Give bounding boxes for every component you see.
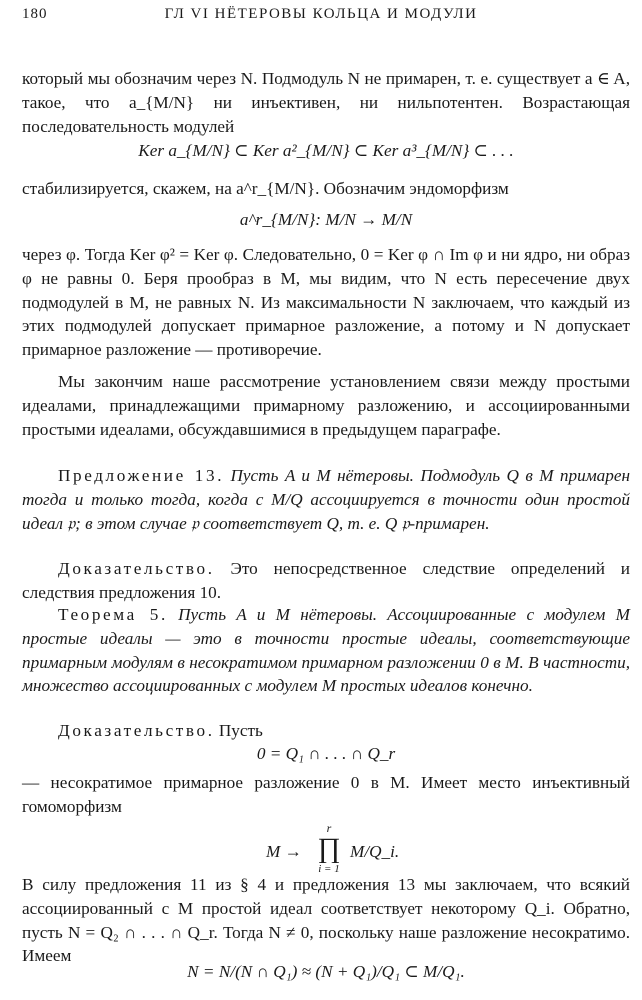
page-number: 180 (22, 6, 48, 22)
theorem-text: Пусть A и M нётеровы. Ассоциированные с модулем M простые идеалы — это в точности простые идеалы, соответствующие примарным модулям в несократимом примарном разложении 0 в M. В частности, множество ассоциированных с модулем M простых идеалов конечно. (22, 605, 630, 696)
equation-5 (22, 960, 630, 984)
product-lower-limit: i = 1 (318, 863, 340, 875)
proof-2-text: Пусть (218, 721, 263, 740)
paragraph-6-text: В силу предложения 11 из § 4 и предложения 13 мы заключаем, что всякий ассоциированный с M простой идеал соответствует некоторому Q_i. Обратно, пусть N = Q₂ ∩ . . . ∩ Q_r. Тогда N ≠ 0, поскольку наше разложение несократимо. Имеем (22, 875, 630, 966)
equation-4-left: M → (266, 842, 302, 861)
paragraph-3-text: через φ. Тогда Ker φ² = Ker φ. Следовательно, 0 = Ker φ ∩ Im φ и ни ядро, ни образ φ не равны 0. Беря прообраз в M, мы видим, что N есть пересечение двух подмодулей в M, не равных N. Из максимальности N заключаем, что каждый из этих подмодулей допускает примарное разложение, а потому и N допускает примарное разложение — противоречие. (22, 245, 630, 360)
proof-2-label: Доказательство. (58, 721, 215, 740)
equation-5-text: N = N/(N ∩ Q₁) ≈ (N + Q₁)/Q₁ ⊂ M/Q₁. (187, 962, 465, 981)
theorem-5 (22, 603, 630, 698)
paragraph-2 (22, 177, 630, 201)
paragraph-5 (22, 771, 630, 819)
paragraph-5-text: — несократимое примарное разложение 0 в M. Имеет место инъективный гомоморфизм (22, 773, 630, 816)
running-title: ГЛ VI НЁТЕРОВЫ КОЛЬЦА И МОДУЛИ (164, 6, 478, 22)
equation-3 (22, 742, 630, 766)
paragraph-2-text: стабилизируется, скажем, на a^r_{M/N}. Обозначим эндоморфизм (22, 179, 509, 198)
equation-1-text: Ker a_{M/N} ⊂ Ker a²_{M/N} ⊂ Ker a³_{M/N} ⊂ . . . (138, 141, 514, 160)
product-operator (314, 822, 344, 875)
product-symbol: ∏ (317, 833, 341, 864)
equation-1 (22, 139, 630, 163)
proof-1 (22, 557, 630, 605)
paragraph-3 (22, 243, 630, 362)
product-upper-limit: r (326, 821, 332, 835)
paragraph-1-text: который мы обозначим через N. Подмодуль N не примарен, т. е. существует a ∈ A, такое, что a_{M/N} ни инъективен, ни нильпотентен. Возрастающая последовательность модулей (22, 69, 630, 136)
paragraph-4 (22, 370, 630, 441)
paragraph-1 (22, 67, 630, 138)
proposition-13 (22, 464, 630, 535)
proof-1-label: Доказательство. (58, 559, 215, 578)
theorem-label: Теорема 5. (58, 605, 168, 624)
equation-3-text: 0 = Q₁ ∩ . . . ∩ Q_r (256, 744, 396, 763)
equation-2 (22, 208, 630, 232)
paragraph-6 (22, 873, 630, 968)
paragraph-4-text: Мы закончим наше рассмотрение установлением связи между простыми идеалами, принадлежащими примарному разложению, и ассоциированными простыми идеалами, обсуждавшимися в предыдущем параграфе. (22, 372, 630, 439)
page-header (22, 6, 620, 30)
proposition-label: Предложение 13. (58, 466, 225, 485)
equation-2-text: a^r_{M/N}: M/N → M/N (239, 210, 413, 229)
equation-4-right: M/Q_i. (350, 842, 400, 861)
proof-1-text: Это непосредственное следствие определений и следствия предложения 10. (22, 559, 630, 602)
proposition-text: Пусть A и M нётеровы. Подмодуль Q в M примарен тогда и только тогда, когда с M/Q ассоциируется в точности один простой идеал 𝔭; в этом случае 𝔭 соответствует Q, т. е. Q 𝔭-примарен. (22, 466, 631, 533)
proof-2 (22, 719, 630, 743)
